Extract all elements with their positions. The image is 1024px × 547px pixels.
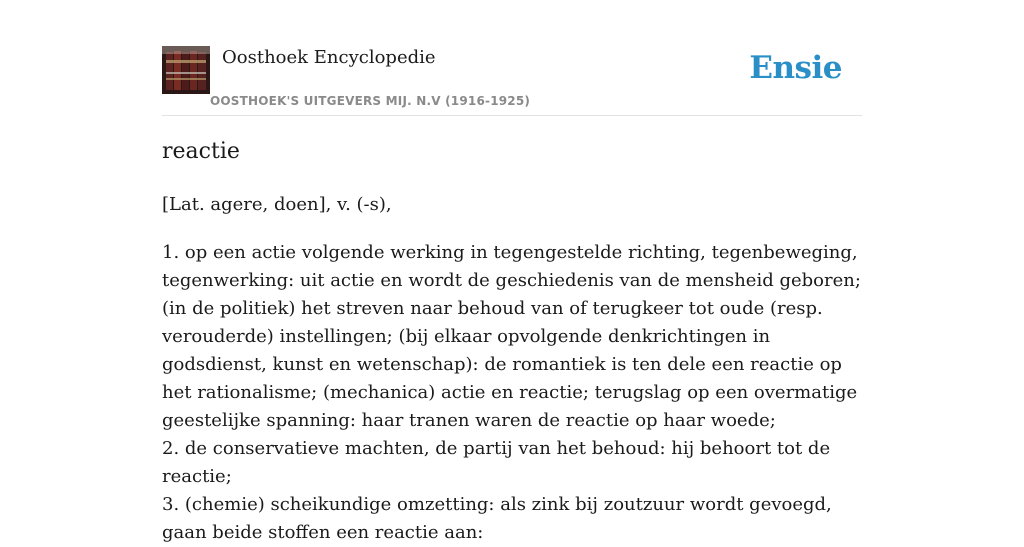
entry-definitions bbox=[162, 239, 862, 547]
entry-etymology: [Lat. agere, doen], v. (-s), bbox=[162, 194, 392, 215]
definition-item: 3. (chemie) scheikundige omzetting: als zink bij zoutzuur wordt gevoegd, gaan beide stoffen een reactie aan: bbox=[162, 494, 832, 543]
ensie-logo[interactable]: Ensie bbox=[749, 50, 842, 86]
header-divider bbox=[162, 115, 862, 116]
publisher-subtitle: OOSTHOEK'S UITGEVERS MIJ. N.V (1916-1925) bbox=[210, 94, 531, 108]
entry-title: reactie bbox=[162, 139, 240, 164]
definition-item: 1. op een actie volgende werking in tegengestelde richting, tegenbeweging, tegenwerking: uit actie en wordt de geschiedenis van de mensheid geboren; (in de politiek) het streven naar behoud van of terugkeer tot oude (resp. verouderde) instellingen; (bij elkaar opvolgende denkrichtingen in godsdienst, kunst en wetenschap): de romantiek is ten dele een reactie op het rationalisme; (mechanica) actie en reactie; terugslag op een overmatige geestelijke spanning: haar tranen waren de reactie op haar woede; bbox=[162, 242, 861, 431]
source-title[interactable]: Oosthoek Encyclopedie bbox=[222, 47, 436, 68]
site-header bbox=[162, 46, 862, 116]
encyclopedia-books-avatar[interactable] bbox=[162, 46, 210, 94]
definition-item: 2. de conservatieve machten, de partij van het behoud: hij behoort tot de reactie; bbox=[162, 438, 831, 487]
book-spines-icon bbox=[162, 46, 210, 94]
